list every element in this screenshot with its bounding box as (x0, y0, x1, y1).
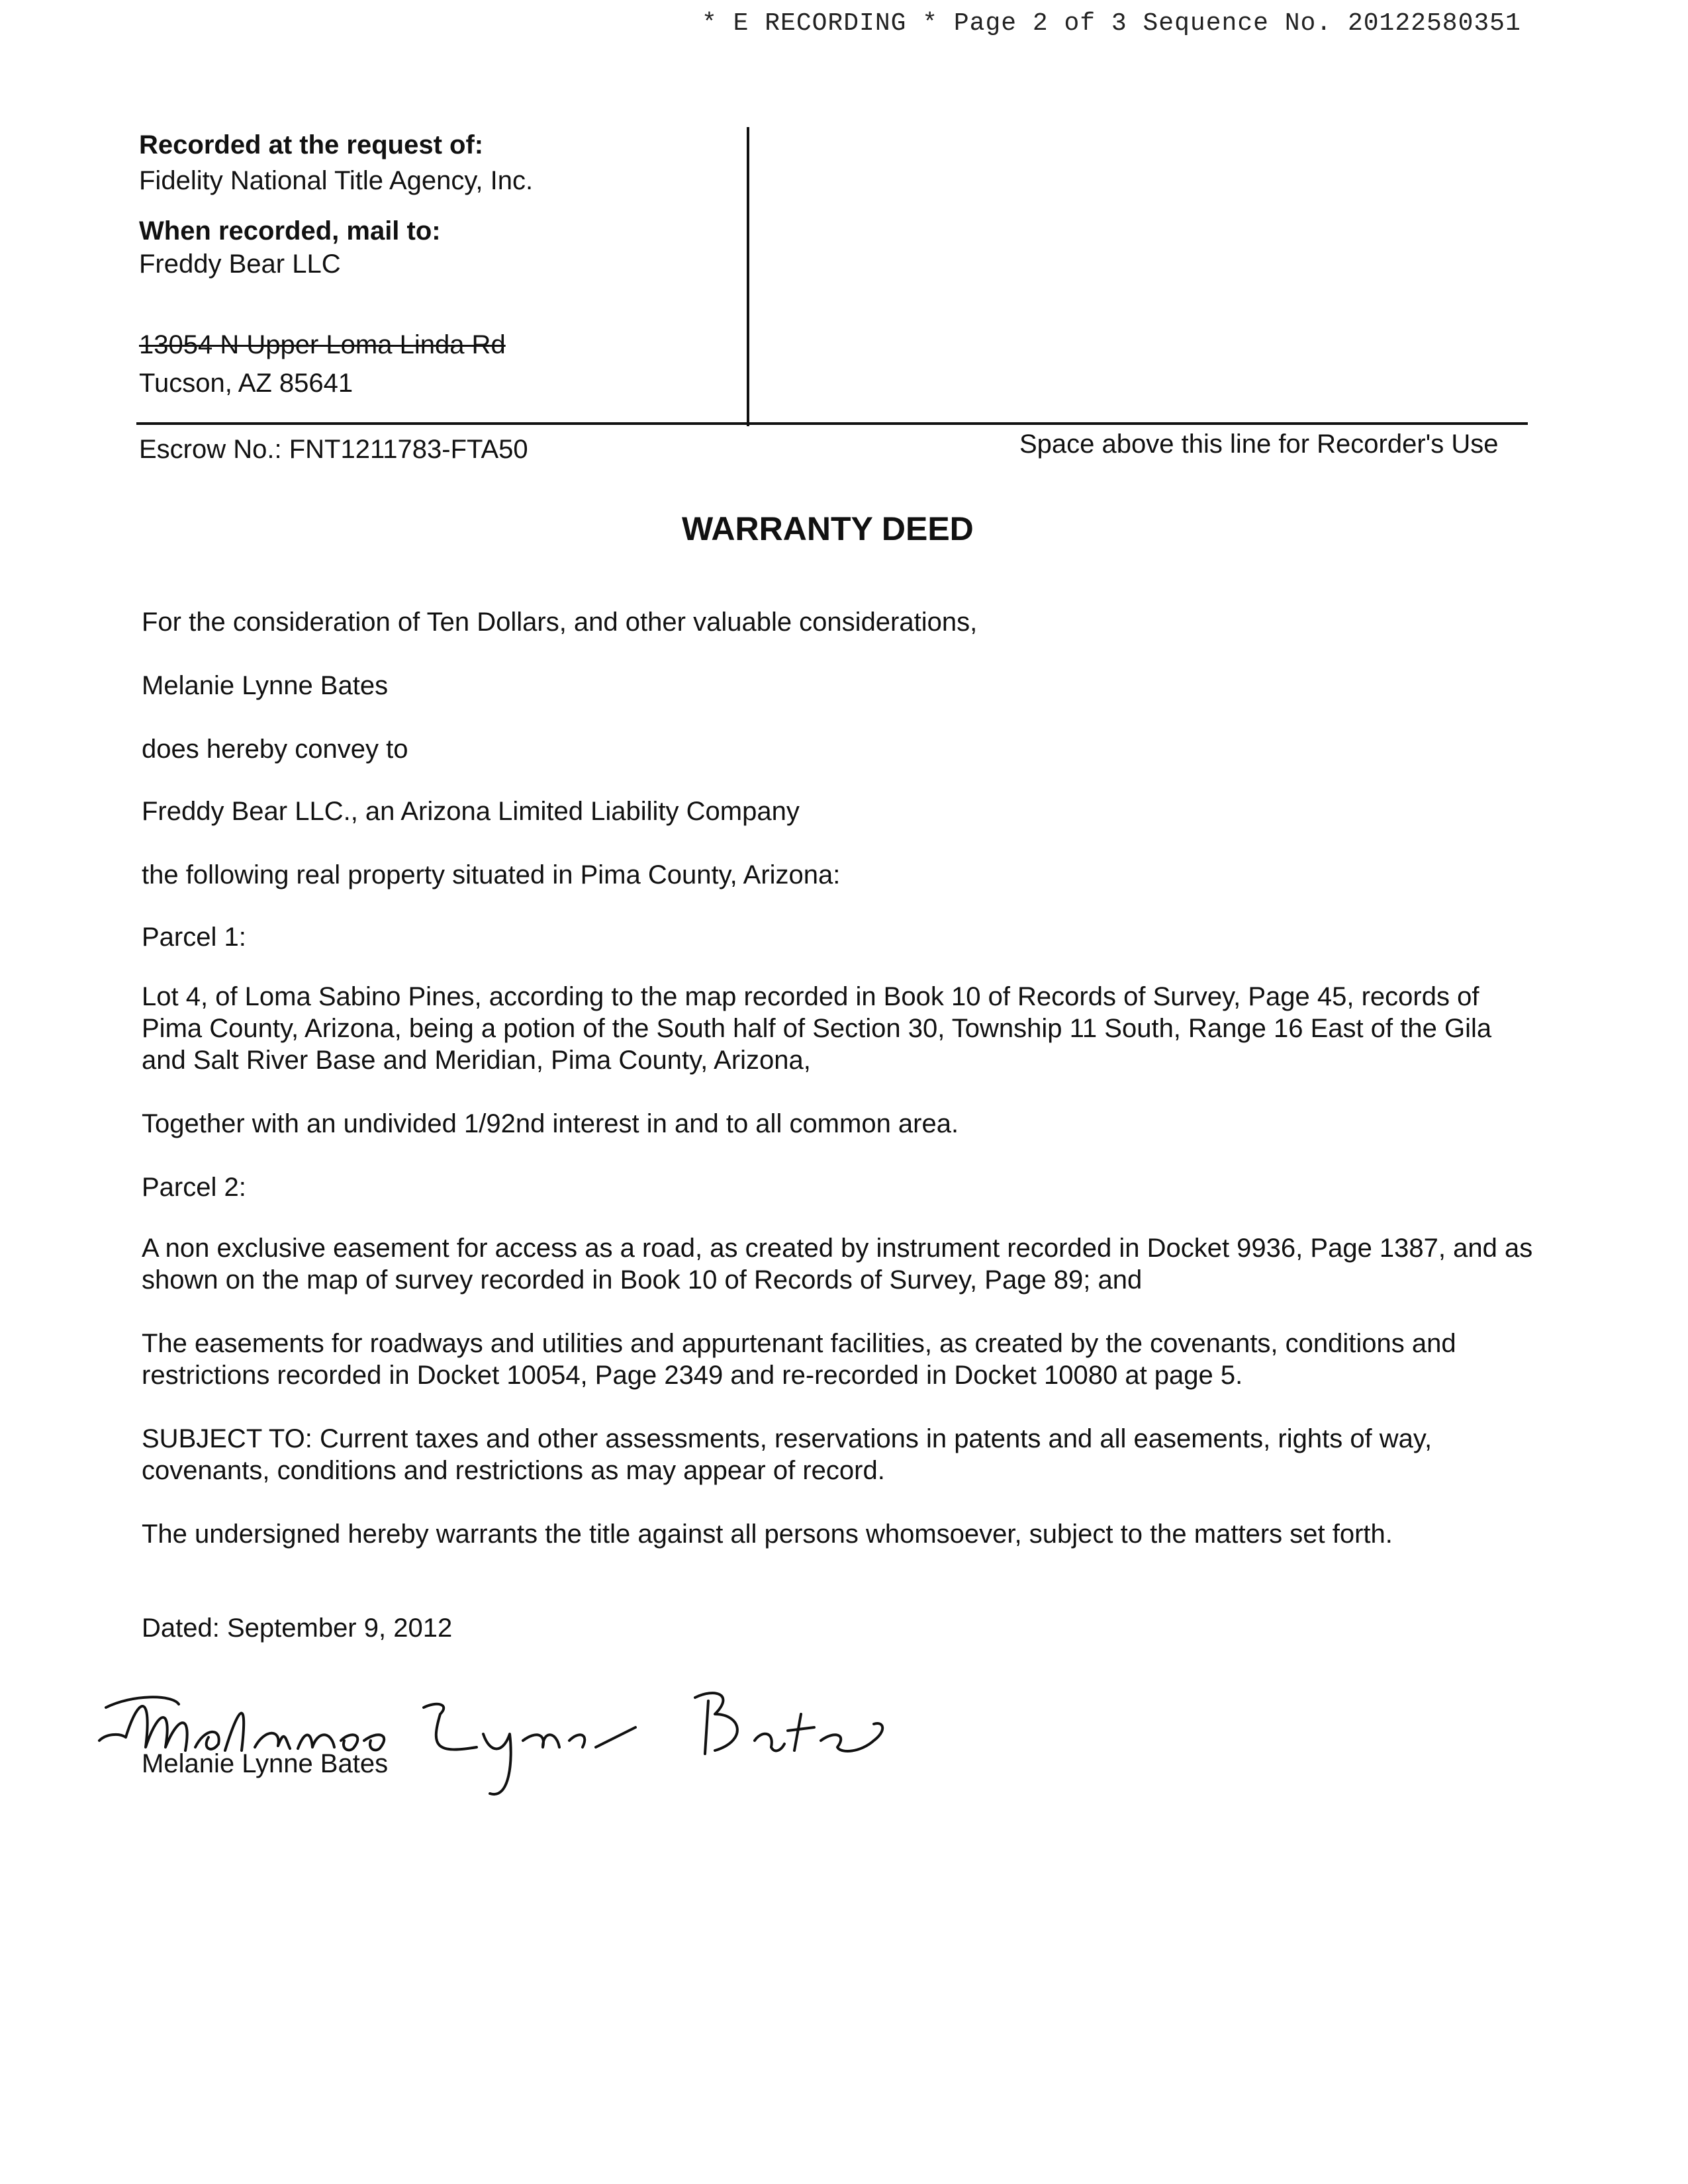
recorder-use-line (136, 422, 1528, 425)
mail-to-name: Freddy Bear LLC (139, 250, 341, 279)
consideration-text: For the consideration of Ten Dollars, and other valuable considerations, (142, 608, 978, 637)
dated-line: Dated: September 9, 2012 (142, 1614, 453, 1643)
handwritten-signature (79, 1668, 940, 1803)
common-area-interest: Together with an undivided 1/92nd interest in and to all common area. (142, 1109, 959, 1138)
convey-text: does hereby convey to (142, 735, 408, 764)
warranty-clause: The undersigned hereby warrants the title against all persons whomsoever, subject to the matters set forth. (142, 1520, 1393, 1549)
subject-to-clause: SUBJECT TO: Current taxes and other assessments, reservations in patents and all easements, rights of way, covenants, conditions and restrictions as may appear of record. (142, 1424, 1432, 1485)
requested-by-value: Fidelity National Title Agency, Inc. (139, 166, 534, 195)
mail-to-street-struck: 13054 N Upper Loma Linda Rd (139, 330, 506, 359)
mail-to-label: When recorded, mail to: (139, 216, 441, 246)
recording-header: * E RECORDING * Page 2 of 3 Sequence No. 20122580351 (702, 9, 1521, 38)
grantee-name: Freddy Bear LLC., an Arizona Limited Liability Company (142, 797, 800, 826)
escrow-line (139, 434, 528, 465)
grantor-name: Melanie Lynne Bates (142, 671, 389, 700)
parcel-1-label: Parcel 1: (142, 923, 246, 952)
document-title: WARRANTY DEED (682, 510, 974, 547)
recording-block-divider (747, 127, 749, 426)
requested-by-label: Recorded at the request of: (139, 130, 484, 159)
escrow-label: Escrow No.: (139, 435, 282, 464)
parcel-2-easement-utilities: The easements for roadways and utilities and appurtenant facilities, as created by the covenants, conditions and restrictions recorded in Docket 10054, Page 2349 and re-recorded in Docket 10080 at page 5. (142, 1329, 1456, 1390)
property-intro: the following real property situated in Pima County, Arizona: (142, 860, 841, 889)
recorder-use-note: Space above this line for Recorder's Use (1019, 430, 1499, 459)
escrow-number: FNT1211783-FTA50 (289, 435, 528, 464)
parcel-1-description: Lot 4, of Loma Sabino Pines, according to the map recorded in Book 10 of Records of Survey, Page 45, records of Pima County, Arizona, being a potion of the South half of Section 30, Township 11 South, Range 16 East of the Gila and Salt River Base and Meridian, Pima County, Arizona, (142, 982, 1492, 1075)
parcel-2-easement-road: A non exclusive easement for access as a road, as created by instrument recorded in Docket 9936, Page 1387, and as shown on the map of survey recorded in Book 10 of Records of Survey, Page 89; and (142, 1234, 1533, 1295)
signature-scribble (79, 1668, 940, 1800)
signer-printed-name: Melanie Lynne Bates (142, 1749, 389, 1778)
mail-to-city: Tucson, AZ 85641 (139, 369, 353, 398)
parcel-2-label: Parcel 2: (142, 1173, 246, 1202)
